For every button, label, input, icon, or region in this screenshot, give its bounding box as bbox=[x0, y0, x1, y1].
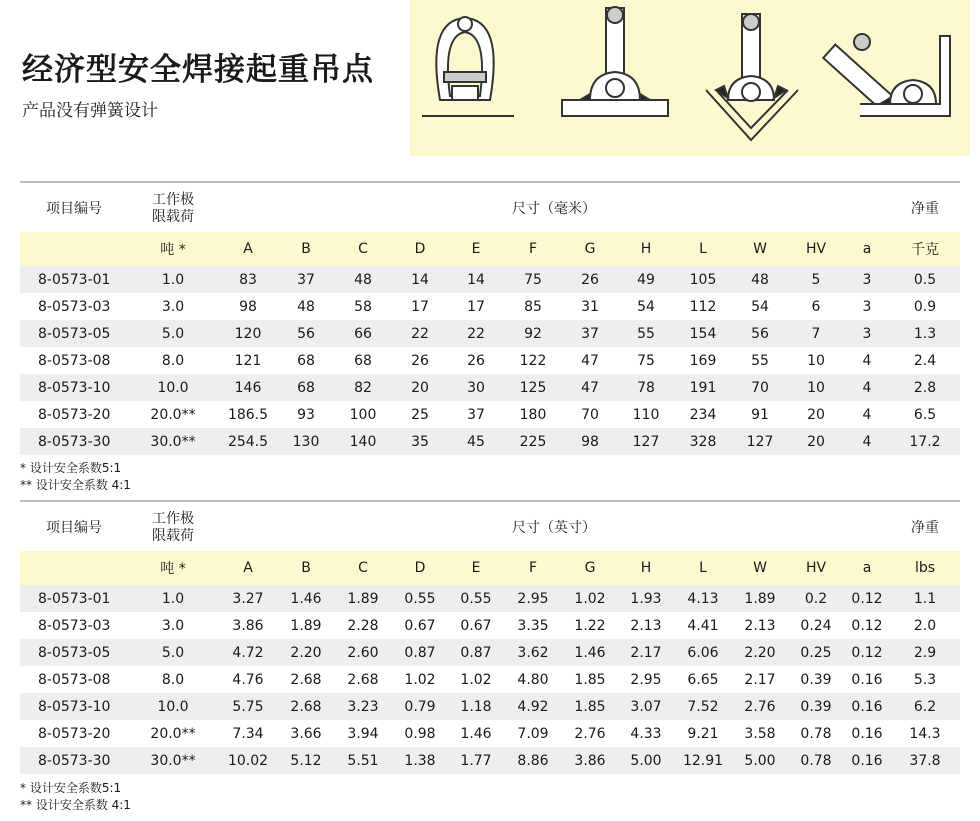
lifting-point-v-icon bbox=[706, 14, 798, 140]
value-cell: 8.0 bbox=[161, 352, 185, 369]
value-cell: 91 bbox=[751, 406, 769, 423]
value-cell: 2.13 bbox=[630, 617, 662, 634]
value-cell: 20 bbox=[788, 428, 844, 455]
table-row bbox=[20, 639, 960, 666]
value-cell: 7.09 bbox=[517, 725, 549, 742]
table-row bbox=[20, 666, 960, 693]
unit-blank bbox=[20, 551, 128, 585]
footnote-safety-5: * 设计安全系数5:1 bbox=[20, 781, 122, 795]
value-cell: 225 bbox=[504, 428, 562, 455]
value-cell: 48 bbox=[334, 266, 392, 293]
value-cell: 130 bbox=[278, 428, 334, 455]
value-cell: 56 bbox=[278, 320, 334, 347]
footnote-safety-5: * 设计安全系数5:1 bbox=[20, 461, 122, 475]
header-item-code: 项目编号 bbox=[46, 201, 102, 217]
value-cell: 180 bbox=[519, 406, 547, 423]
item-code-cell: 8-0573-20 bbox=[38, 725, 111, 742]
product-illustration bbox=[410, 0, 970, 156]
value-cell: 2.60 bbox=[334, 639, 392, 666]
table-row bbox=[20, 320, 960, 347]
value-cell: 121 bbox=[234, 352, 262, 369]
value-cell: 3.66 bbox=[290, 725, 322, 742]
value-cell: 98 bbox=[239, 298, 257, 315]
header-working-load-limit bbox=[128, 184, 218, 232]
value-cell: 17 bbox=[467, 298, 485, 315]
value-cell: 1.1 bbox=[890, 585, 960, 612]
value-cell: 1.02 bbox=[562, 585, 618, 612]
value-cell: 5.12 bbox=[278, 747, 334, 774]
value-cell: 1.93 bbox=[618, 585, 674, 612]
unit-cell: F bbox=[504, 551, 562, 585]
value-cell: 10 bbox=[788, 374, 844, 401]
value-cell: 8.86 bbox=[504, 747, 562, 774]
value-cell: 3.94 bbox=[347, 725, 379, 742]
value-cell: 37 bbox=[278, 266, 334, 293]
value-cell: 2.76 bbox=[732, 693, 788, 720]
value-cell: 48 bbox=[732, 266, 788, 293]
unit-row bbox=[20, 232, 960, 266]
value-cell: 0.12 bbox=[844, 639, 890, 666]
unit-cell: G bbox=[562, 551, 618, 585]
value-cell: 2.13 bbox=[744, 617, 776, 634]
value-cell: 234 bbox=[689, 406, 717, 423]
value-cell: 26 bbox=[411, 352, 429, 369]
item-code-cell: 8-0573-20 bbox=[38, 406, 111, 423]
value-cell: 2.4 bbox=[913, 352, 937, 369]
value-cell: 122 bbox=[519, 352, 547, 369]
value-cell: 26 bbox=[562, 266, 618, 293]
value-cell: 6 bbox=[811, 298, 821, 315]
value-cell: 0.87 bbox=[392, 639, 448, 666]
unit-cell: 吨 * bbox=[128, 232, 218, 266]
header-net-weight: 净重 bbox=[911, 201, 939, 217]
value-cell: 140 bbox=[334, 428, 392, 455]
unit-cell: D bbox=[392, 232, 448, 266]
value-cell: 98 bbox=[562, 428, 618, 455]
value-cell: 100 bbox=[349, 406, 377, 423]
value-cell: 82 bbox=[334, 374, 392, 401]
value-cell: 10.0 bbox=[128, 693, 218, 720]
value-cell: 12.91 bbox=[674, 747, 732, 774]
value-cell: 0.25 bbox=[788, 639, 844, 666]
item-code-cell: 8-0573-01 bbox=[20, 585, 128, 612]
value-cell: 2.8 bbox=[890, 374, 960, 401]
table-row bbox=[20, 428, 960, 455]
item-code-cell: 8-0573-05 bbox=[20, 320, 128, 347]
value-cell: 4.80 bbox=[517, 671, 549, 688]
value-cell: 4.92 bbox=[504, 693, 562, 720]
value-cell: 5.0 bbox=[128, 639, 218, 666]
value-cell: 5 bbox=[788, 266, 844, 293]
unit-cell: C bbox=[334, 551, 392, 585]
value-cell: 1.85 bbox=[562, 693, 618, 720]
value-cell: 0.16 bbox=[844, 693, 890, 720]
item-code-cell: 8-0573-03 bbox=[38, 617, 111, 634]
unit-cell: A bbox=[218, 232, 278, 266]
value-cell: 4.72 bbox=[218, 639, 278, 666]
value-cell: 2.17 bbox=[744, 671, 776, 688]
value-cell: 3.86 bbox=[562, 747, 618, 774]
value-cell: 1.89 bbox=[732, 585, 788, 612]
value-cell: 1.89 bbox=[290, 617, 322, 634]
value-cell: 1.02 bbox=[404, 671, 436, 688]
unit-cell: W bbox=[732, 232, 788, 266]
value-cell: 0.78 bbox=[800, 725, 832, 742]
value-cell: 45 bbox=[448, 428, 504, 455]
value-cell: 120 bbox=[218, 320, 278, 347]
value-cell: 0.67 bbox=[404, 617, 436, 634]
unit-cell: E bbox=[448, 232, 504, 266]
value-cell: 1.18 bbox=[448, 693, 504, 720]
value-cell: 22 bbox=[392, 320, 448, 347]
value-cell: 0.24 bbox=[800, 617, 832, 634]
value-cell: 4.33 bbox=[630, 725, 662, 742]
value-cell: 1.77 bbox=[448, 747, 504, 774]
unit-cell: L bbox=[674, 551, 732, 585]
value-cell: 14.3 bbox=[909, 725, 941, 742]
table-row bbox=[20, 347, 960, 374]
value-cell: 6.65 bbox=[687, 671, 719, 688]
value-cell: 0.55 bbox=[448, 585, 504, 612]
value-cell: 68 bbox=[354, 352, 372, 369]
value-cell: 5.00 bbox=[618, 747, 674, 774]
value-cell: 9.21 bbox=[687, 725, 719, 742]
value-cell: 0.2 bbox=[788, 585, 844, 612]
value-cell: 0.98 bbox=[404, 725, 436, 742]
value-cell: 3.0 bbox=[161, 617, 185, 634]
item-code-cell: 8-0573-10 bbox=[20, 374, 128, 401]
imperial-spec-table bbox=[20, 503, 960, 774]
value-cell: 1.46 bbox=[460, 725, 492, 742]
value-cell: 3 bbox=[844, 320, 890, 347]
value-cell: 20.0** bbox=[150, 725, 196, 742]
value-cell: 2.9 bbox=[890, 639, 960, 666]
table-row bbox=[20, 693, 960, 720]
unit-cell: a bbox=[844, 232, 890, 266]
unit-cell: H bbox=[618, 551, 674, 585]
value-cell: 125 bbox=[504, 374, 562, 401]
unit-cell: lbs bbox=[890, 551, 960, 585]
value-cell: 3.27 bbox=[218, 585, 278, 612]
unit-blank bbox=[20, 232, 128, 266]
unit-cell: 吨 * bbox=[128, 551, 218, 585]
value-cell: 127 bbox=[618, 428, 674, 455]
value-cell: 56 bbox=[732, 320, 788, 347]
value-cell: 6.06 bbox=[674, 639, 732, 666]
value-cell: 0.67 bbox=[460, 617, 492, 634]
lifting-point-angle-icon bbox=[823, 34, 950, 116]
value-cell: 0.9 bbox=[913, 298, 937, 315]
table-row bbox=[20, 720, 960, 747]
value-cell: 5.51 bbox=[334, 747, 392, 774]
unit-cell: E bbox=[448, 551, 504, 585]
unit-cell: G bbox=[562, 232, 618, 266]
value-cell: 30.0** bbox=[128, 747, 218, 774]
unit-cell: L bbox=[674, 232, 732, 266]
value-cell: 31 bbox=[581, 298, 599, 315]
value-cell: 3.35 bbox=[517, 617, 549, 634]
table-top-rule bbox=[20, 500, 960, 502]
value-cell: 0.79 bbox=[392, 693, 448, 720]
value-cell: 4 bbox=[862, 406, 872, 423]
value-cell: 83 bbox=[218, 266, 278, 293]
table-row bbox=[20, 374, 960, 401]
value-cell: 78 bbox=[618, 374, 674, 401]
wll-line: 工作极 限载荷 bbox=[152, 511, 194, 544]
value-cell: 0.12 bbox=[851, 617, 883, 634]
value-cell: 48 bbox=[297, 298, 315, 315]
unit-cell: W bbox=[732, 551, 788, 585]
value-cell: 2.20 bbox=[278, 639, 334, 666]
lifting-ring-front-icon bbox=[422, 17, 514, 116]
unit-cell: B bbox=[278, 232, 334, 266]
value-cell: 1.02 bbox=[460, 671, 492, 688]
value-cell: 25 bbox=[411, 406, 429, 423]
unit-cell: 千克 bbox=[890, 232, 960, 266]
value-cell: 127 bbox=[732, 428, 788, 455]
value-cell: 3.23 bbox=[334, 693, 392, 720]
value-cell: 10 bbox=[807, 352, 825, 369]
value-cell: 0.5 bbox=[890, 266, 960, 293]
value-cell: 1.46 bbox=[278, 585, 334, 612]
unit-cell: B bbox=[278, 551, 334, 585]
value-cell: 54 bbox=[751, 298, 769, 315]
value-cell: 0.16 bbox=[844, 747, 890, 774]
wll-line: 工作极 限载荷 bbox=[152, 192, 194, 225]
value-cell: 7 bbox=[788, 320, 844, 347]
value-cell: 58 bbox=[354, 298, 372, 315]
value-cell: 3.58 bbox=[744, 725, 776, 742]
metric-spec-table bbox=[20, 184, 960, 455]
value-cell: 17 bbox=[411, 298, 429, 315]
header-dimensions: 尺寸（英寸） bbox=[512, 520, 596, 536]
value-cell: 55 bbox=[751, 352, 769, 369]
value-cell: 3.0 bbox=[161, 298, 185, 315]
footnote-safety-4: ** 设计安全系数 4:1 bbox=[20, 798, 131, 812]
unit-cell: a bbox=[844, 551, 890, 585]
value-cell: 10.0 bbox=[128, 374, 218, 401]
value-cell: 0.39 bbox=[800, 671, 832, 688]
value-cell: 0.39 bbox=[788, 693, 844, 720]
value-cell: 37 bbox=[467, 406, 485, 423]
value-cell: 0.87 bbox=[448, 639, 504, 666]
unit-cell: HV bbox=[788, 232, 844, 266]
value-cell: 7.34 bbox=[232, 725, 264, 742]
table-row bbox=[20, 747, 960, 774]
value-cell: 92 bbox=[504, 320, 562, 347]
value-cell: 20 bbox=[392, 374, 448, 401]
value-cell: 14 bbox=[392, 266, 448, 293]
value-cell: 2.68 bbox=[278, 693, 334, 720]
table-row bbox=[20, 266, 960, 293]
value-cell: 3 bbox=[844, 266, 890, 293]
item-code-cell: 8-0573-01 bbox=[20, 266, 128, 293]
value-cell: 6.5 bbox=[913, 406, 937, 423]
value-cell: 1.3 bbox=[890, 320, 960, 347]
value-cell: 4.41 bbox=[687, 617, 719, 634]
value-cell: 2.68 bbox=[347, 671, 379, 688]
value-cell: 2.20 bbox=[732, 639, 788, 666]
value-cell: 0.16 bbox=[851, 671, 883, 688]
value-cell: 70 bbox=[581, 406, 599, 423]
value-cell: 1.85 bbox=[574, 671, 606, 688]
value-cell: 5.0 bbox=[128, 320, 218, 347]
value-cell: 1.0 bbox=[128, 585, 218, 612]
value-cell: 2.17 bbox=[618, 639, 674, 666]
value-cell: 5.00 bbox=[732, 747, 788, 774]
footnote-safety-4: ** 设计安全系数 4:1 bbox=[20, 478, 131, 492]
item-code-cell: 8-0573-08 bbox=[38, 352, 111, 369]
item-code-cell: 8-0573-05 bbox=[20, 639, 128, 666]
value-cell: 35 bbox=[392, 428, 448, 455]
value-cell: 146 bbox=[218, 374, 278, 401]
value-cell: 93 bbox=[297, 406, 315, 423]
unit-cell: D bbox=[392, 551, 448, 585]
value-cell: 169 bbox=[689, 352, 717, 369]
value-cell: 2.28 bbox=[347, 617, 379, 634]
value-cell: 186.5 bbox=[227, 406, 269, 423]
value-cell: 0.78 bbox=[788, 747, 844, 774]
value-cell: 110 bbox=[632, 406, 660, 423]
value-cell: 26 bbox=[467, 352, 485, 369]
value-cell: 85 bbox=[524, 298, 542, 315]
header-working-load-limit bbox=[128, 503, 218, 551]
value-cell: 2.95 bbox=[504, 585, 562, 612]
table-row bbox=[20, 401, 960, 428]
unit-row bbox=[20, 551, 960, 585]
value-cell: 4 bbox=[844, 374, 890, 401]
value-cell: 3.07 bbox=[618, 693, 674, 720]
value-cell: 75 bbox=[637, 352, 655, 369]
header-item-code: 项目编号 bbox=[46, 520, 102, 536]
table-row bbox=[20, 293, 960, 320]
value-cell: 49 bbox=[618, 266, 674, 293]
value-cell: 22 bbox=[448, 320, 504, 347]
value-cell: 68 bbox=[278, 374, 334, 401]
value-cell: 112 bbox=[689, 298, 717, 315]
value-cell: 54 bbox=[637, 298, 655, 315]
value-cell: 0.16 bbox=[851, 725, 883, 742]
value-cell: 47 bbox=[581, 352, 599, 369]
value-cell: 4.13 bbox=[674, 585, 732, 612]
value-cell: 6.2 bbox=[890, 693, 960, 720]
item-code-cell: 8-0573-30 bbox=[20, 747, 128, 774]
value-cell: 55 bbox=[618, 320, 674, 347]
lifting-point-flat-icon bbox=[562, 7, 668, 116]
value-cell: 4 bbox=[844, 428, 890, 455]
table-row bbox=[20, 585, 960, 612]
value-cell: 3 bbox=[862, 298, 872, 315]
value-cell: 17.2 bbox=[890, 428, 960, 455]
page-subtitle: 产品没有弹簧设计 bbox=[22, 101, 158, 121]
table-top-rule bbox=[20, 181, 960, 183]
value-cell: 105 bbox=[674, 266, 732, 293]
value-cell: 66 bbox=[334, 320, 392, 347]
value-cell: 10.02 bbox=[218, 747, 278, 774]
value-cell: 1.0 bbox=[128, 266, 218, 293]
value-cell: 5.3 bbox=[913, 671, 937, 688]
value-cell: 5.75 bbox=[218, 693, 278, 720]
item-code-cell: 8-0573-03 bbox=[38, 298, 111, 315]
value-cell: 0.12 bbox=[844, 585, 890, 612]
header-net-weight: 净重 bbox=[911, 520, 939, 536]
value-cell: 3.86 bbox=[232, 617, 264, 634]
unit-cell: C bbox=[334, 232, 392, 266]
table-row bbox=[20, 612, 960, 639]
value-cell: 20 bbox=[807, 406, 825, 423]
value-cell: 254.5 bbox=[218, 428, 278, 455]
value-cell: 20.0** bbox=[150, 406, 196, 423]
unit-cell: A bbox=[218, 551, 278, 585]
value-cell: 8.0 bbox=[161, 671, 185, 688]
value-cell: 75 bbox=[504, 266, 562, 293]
value-cell: 68 bbox=[297, 352, 315, 369]
value-cell: 70 bbox=[732, 374, 788, 401]
unit-cell: F bbox=[504, 232, 562, 266]
value-cell: 2.95 bbox=[630, 671, 662, 688]
value-cell: 0.55 bbox=[392, 585, 448, 612]
value-cell: 2.68 bbox=[290, 671, 322, 688]
value-cell: 4 bbox=[862, 352, 872, 369]
value-cell: 4.76 bbox=[232, 671, 264, 688]
value-cell: 14 bbox=[448, 266, 504, 293]
value-cell: 1.46 bbox=[562, 639, 618, 666]
value-cell: 1.38 bbox=[392, 747, 448, 774]
item-code-cell: 8-0573-08 bbox=[38, 671, 111, 688]
unit-cell: H bbox=[618, 232, 674, 266]
item-code-cell: 8-0573-30 bbox=[20, 428, 128, 455]
value-cell: 37.8 bbox=[890, 747, 960, 774]
value-cell: 3.62 bbox=[504, 639, 562, 666]
header-dimensions: 尺寸（毫米） bbox=[512, 201, 596, 217]
value-cell: 2.0 bbox=[913, 617, 937, 634]
value-cell: 37 bbox=[562, 320, 618, 347]
value-cell: 1.89 bbox=[334, 585, 392, 612]
value-cell: 7.52 bbox=[674, 693, 732, 720]
value-cell: 30.0** bbox=[128, 428, 218, 455]
value-cell: 2.76 bbox=[574, 725, 606, 742]
value-cell: 47 bbox=[562, 374, 618, 401]
value-cell: 30 bbox=[448, 374, 504, 401]
item-code-cell: 8-0573-10 bbox=[20, 693, 128, 720]
value-cell: 191 bbox=[674, 374, 732, 401]
value-cell: 154 bbox=[674, 320, 732, 347]
value-cell: 328 bbox=[674, 428, 732, 455]
unit-cell: HV bbox=[788, 551, 844, 585]
page-title: 经济型安全焊接起重吊点 bbox=[22, 52, 374, 88]
value-cell: 1.22 bbox=[574, 617, 606, 634]
